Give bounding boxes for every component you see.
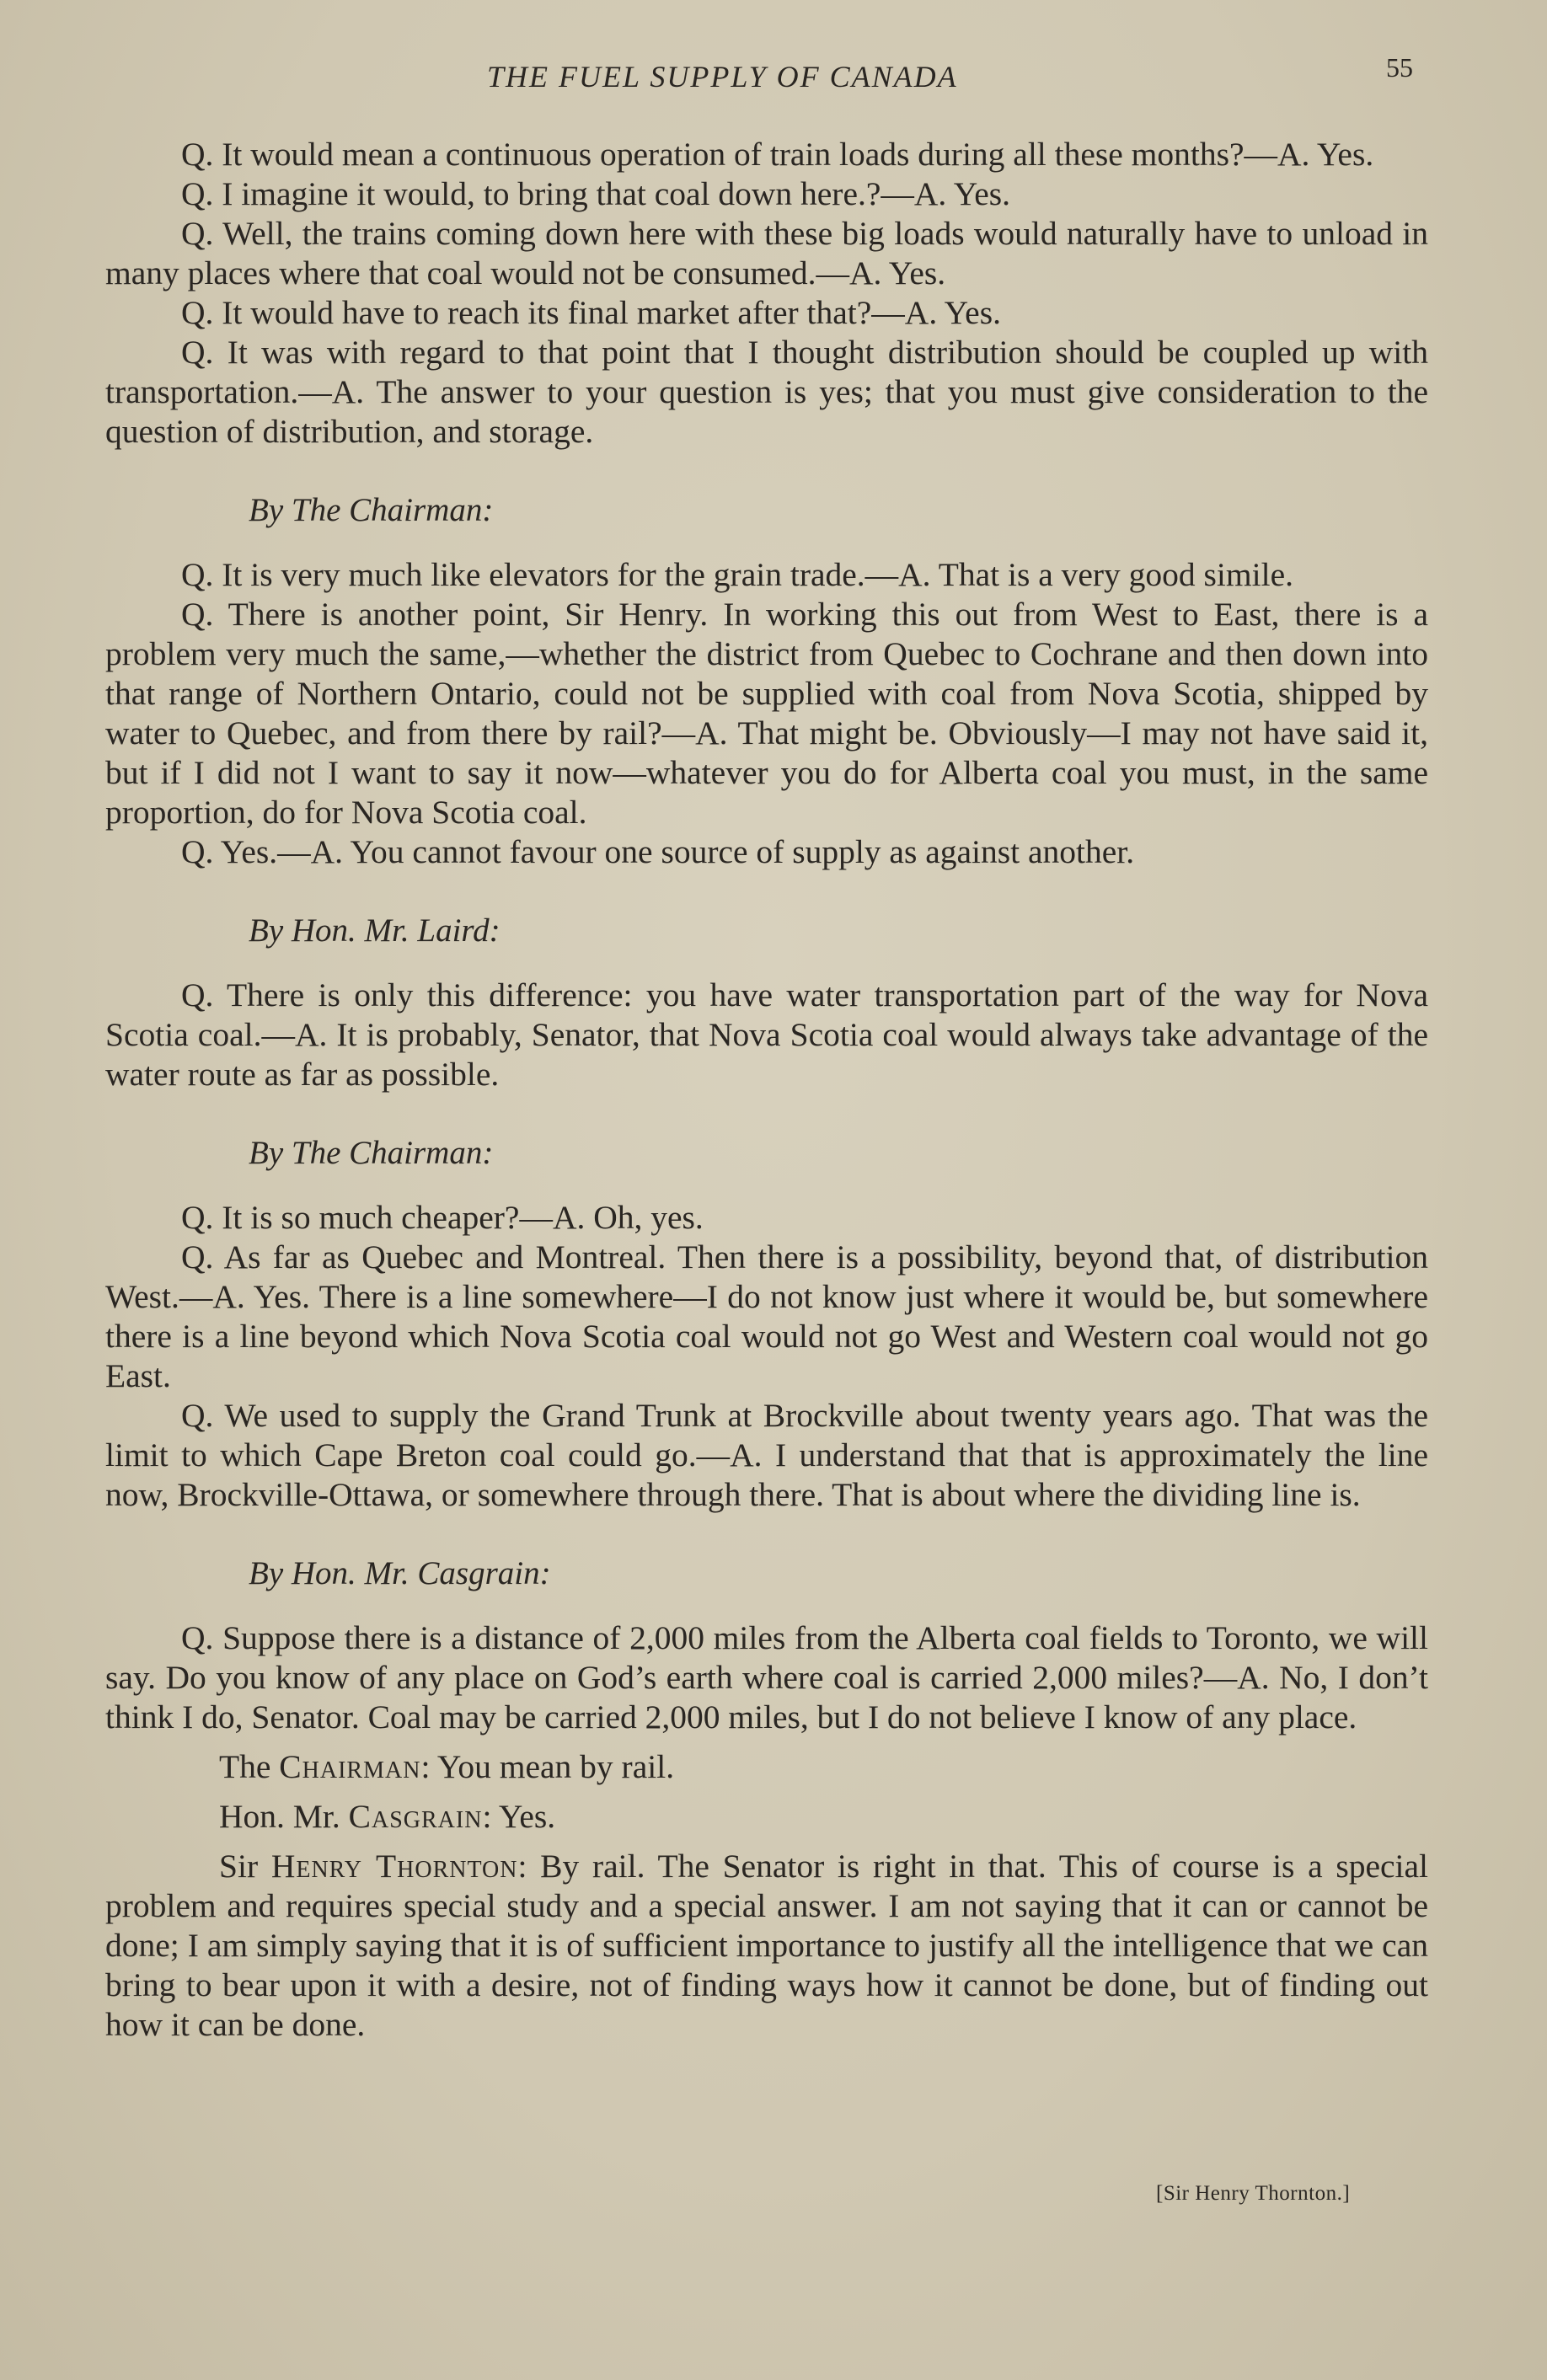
paragraph: Q. Yes.—A. You cannot favour one source of supply as against another.: [181, 833, 1135, 870]
speech-prefix: Hon. Mr.: [219, 1798, 340, 1835]
footer-note: [Sir Henry Thornton.]: [1156, 2182, 1351, 2205]
body-text: [105, 135, 1428, 2045]
section-heading: By The Chairman:: [249, 1135, 494, 1171]
section-heading: By Hon. Mr. Casgrain:: [249, 1555, 551, 1591]
page-number: 55: [1386, 52, 1413, 83]
running-title: THE FUEL SUPPLY OF CANADA: [487, 60, 958, 94]
running-head: [0, 52, 1547, 103]
paragraph: Q. There is another point, Sir Henry. In working this out from West to East, there is a problem very much the same,—whether the district from Quebec to Cochrane and then down into that range of Northern Ontario, could not be supplied with coal from Nova Scotia, shipped by water to Quebec, and from there by rail?—A. That might be. Obviously—I may not have said it, but if I did not I want to say it now—whatever you do for Alberta coal you must, in the same proportion, do for Nova Scotia coal.: [105, 596, 1428, 831]
paragraph: Q. It would mean a continuous operation of train loads during all these months?—A. Yes.: [181, 136, 1374, 173]
paragraph: Q. Well, the trains coming down here with these big loads would naturally have to unload in many places where that coal would not be consumed.—A. Yes.: [105, 215, 1428, 291]
speech-prefix: The: [219, 1748, 271, 1785]
speech-text: : Yes.: [482, 1798, 556, 1835]
section-heading: By The Chairman:: [249, 492, 494, 528]
speech-text: : You mean by rail.: [420, 1748, 675, 1785]
paragraph: Q. It was with regard to that point that I thought distribution should be coupled up with transportation.—A. The answer to your question is yes; that you must give consideration to the question of distribution, and storage.: [105, 334, 1428, 450]
paragraph: Q. Suppose there is a distance of 2,000 miles from the Alberta coal fields to Toronto, we will say. Do you know of any place on God’s earth where coal is carried 2,000 miles?—A. No, I don’t think I do, Senator. Coal may be carried 2,000 miles, but I do not believe I know of any place.: [105, 1619, 1428, 1736]
speaker-name: Henry Thornton: [270, 1848, 518, 1885]
speech-line: [105, 1747, 1428, 1787]
paragraph: Q. There is only this difference: you have water transportation part of the way for Nova Scotia coal.—A. It is probably, Senator, that Nova Scotia coal would always take advantage of the water route as far as possible.: [105, 976, 1428, 1093]
paragraph: Q. It would have to reach its final market after that?—A. Yes.: [181, 294, 1001, 331]
speech-line: [105, 1797, 1428, 1837]
paragraph: Q. We used to supply the Grand Trunk at Brockville about twenty years ago. That was the limit to which Cape Breton coal could go.—A. I understand that that is approximately the line now, Brockville-Ottawa, or somewhere through there. That is about where the dividing line is.: [105, 1397, 1428, 1513]
paragraph: Q. It is very much like elevators for the grain trade.—A. That is a very good simile.: [181, 556, 1293, 593]
paragraph: Q. It is so much cheaper?—A. Oh, yes.: [181, 1199, 704, 1236]
speech-text: : By rail. The Senator is right in that. This of course is a special problem and requires special study and a special answer. I am not saying that it can or cannot be done; I am simply saying that it is of sufficient importance to justify all the intelligence that we can bring to bear upon it with a desire, not of finding ways how it cannot be done, but of finding out how it can be done.: [105, 1848, 1429, 2043]
speech-line: [105, 1847, 1428, 2045]
section-heading: By Hon. Mr. Laird:: [249, 912, 500, 949]
paragraph: Q. As far as Quebec and Montreal. Then there is a possibility, beyond that, of distribution West.—A. Yes. There is a line somewhere—I do not know just where it would be, but somewhere there is a line beyond which Nova Scotia coal would not go West and Western coal would not go East.: [105, 1238, 1428, 1394]
speaker-name: Chairman: [279, 1748, 421, 1785]
speaker-name: Casgrain: [348, 1798, 483, 1835]
paragraph: Q. I imagine it would, to bring that coal down here.?—A. Yes.: [181, 175, 1011, 212]
speech-prefix: Sir: [219, 1848, 259, 1885]
